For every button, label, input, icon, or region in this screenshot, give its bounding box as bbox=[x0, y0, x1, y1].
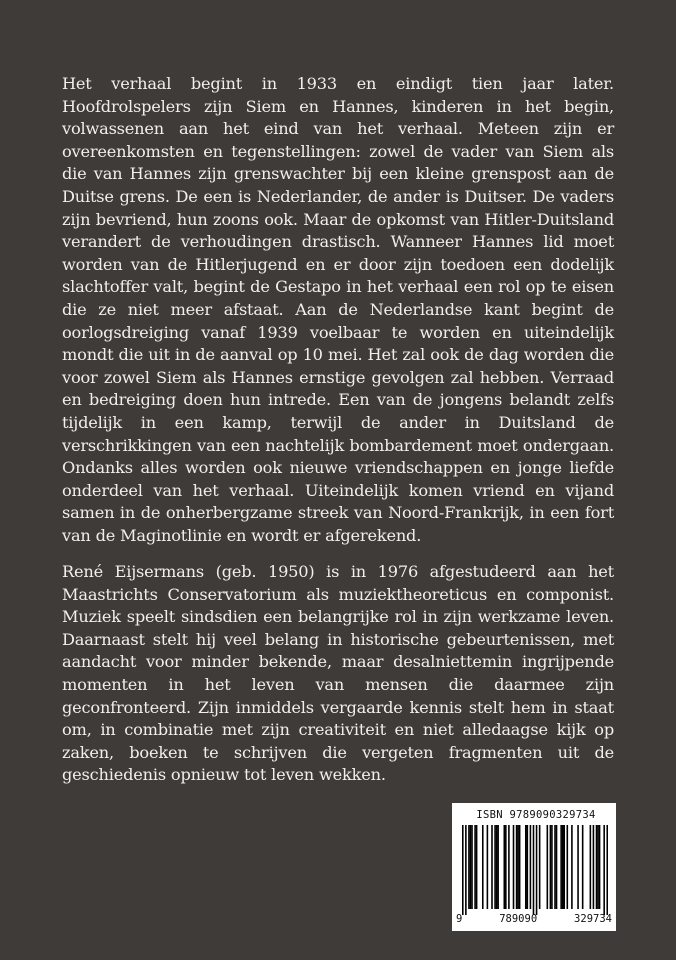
barcode-bar bbox=[582, 825, 584, 909]
barcode-bar bbox=[519, 825, 521, 909]
barcode-bar bbox=[476, 825, 478, 909]
barcode-bar bbox=[470, 825, 472, 909]
barcode-digits bbox=[456, 913, 612, 925]
barcode-bar bbox=[530, 825, 532, 909]
barcode-bar bbox=[482, 825, 484, 909]
barcode-bar bbox=[562, 825, 564, 909]
barcode-bar bbox=[560, 825, 562, 909]
barcode-bar bbox=[505, 825, 507, 909]
barcode-bar bbox=[577, 825, 579, 909]
barcode-bar bbox=[471, 825, 473, 909]
isbn-label: ISBN 9789090329734 bbox=[476, 809, 596, 821]
barcode-bar bbox=[474, 825, 476, 909]
barcode-bar bbox=[599, 825, 601, 909]
barcode-bar bbox=[539, 825, 541, 909]
barcode-digit-first: 9 bbox=[456, 913, 463, 925]
barcode-bar bbox=[468, 825, 470, 909]
barcode-bar bbox=[554, 825, 556, 909]
barcode-bar bbox=[567, 825, 569, 909]
barcode-bar bbox=[571, 825, 573, 909]
barcode-bars bbox=[462, 825, 608, 915]
barcode-bar bbox=[462, 825, 464, 915]
barcode-bar bbox=[497, 825, 499, 909]
author-bio-paragraph: René Eijsermans (geb. 1950) is in 1976 afgestudeerd aan het Maastrichts Conservatorium als muziektheoreticus en componist. Muziek speelt sindsdien een belangrijke rol in zijn werkzame leven. Daarnaast stelt hij veel belang in historische gebeurtenissen, met aandacht voor minder bekende, maar desalniettemin ingrijpende momenten in het leven van mensen die daarmee zijn geconfronteerd. Zijn inmiddels vergaarde kennis stelt hem in staat om, in combinatie met zijn creativiteit en niet alledaagse kijk op zaken, boeken te schrijven die vergeten fragmenten uit de geschiedenis opnieuw tot leven wekken. bbox=[62, 562, 614, 785]
barcode-bar bbox=[603, 825, 605, 915]
barcode-bar bbox=[533, 825, 535, 915]
barcode-bar bbox=[525, 825, 527, 909]
synopsis-paragraph: Het verhaal begint in 1933 en eindigt tien jaar later. Hoofdrolspelers zijn Siem en Hannes, kinderen in het begin, volwassenen aan het eind van het verhaal. Meteen zijn er overeenkomsten en tegenstellingen: zowel de vader van Siem als die van Hannes zijn grenswachter bij een kleine grenspost aan de Duitse grens. De een is Nederlander, de ander is Duitser. De vaders zijn bevriend, hun zoons ook. Maar de opkomst van Hitler-Duitsland verandert de verhoudingen drastisch. Wanneer Hannes lid moet worden van de Hitlerjugend en er door zijn toedoen een dodelijk slachtoffer valt, begint de Gestapo in het verhaal een rol op te eisen die ze niet meer afstaat. Aan de Nederlandse kant begint de oorlogsdreiging vanaf 1939 voelbaar te worden en uiteindelijk mondt die uit in de aanval op 10 mei. Het zal ook de dag worden die voor zowel Siem als Hannes ernstige gevolgen zal hebben. Verraad en bedreiging doen hun intrede. Een van de jongens belandt zelfs tijdelijk in een kamp, terwijl de ander in Duitsland de verschrikkingen van een nachtelijk bombardement moet ondergaan. Ondanks alles worden ook nieuwe vriendschappen en jonge liefde onderdeel van het verhaal. Uiteindelijk komen vriend en vijand samen in de onherbergzame streek van Noord-Frankrijk, in een fort van de Maginotlinie en wordt er afgerekend. bbox=[62, 74, 614, 545]
barcode-bar bbox=[547, 825, 549, 909]
barcode-bar bbox=[597, 825, 599, 909]
barcode-bar bbox=[517, 825, 519, 909]
barcode-bar bbox=[513, 825, 515, 909]
barcode-bar bbox=[527, 825, 529, 909]
barcode-bar bbox=[496, 825, 498, 909]
barcode-bar bbox=[465, 825, 467, 915]
barcode-bar bbox=[491, 825, 493, 909]
barcode-bar bbox=[606, 825, 608, 915]
barcode-bar bbox=[590, 825, 592, 909]
barcode-digit-group-1: 789090 bbox=[499, 913, 538, 925]
barcode-bar bbox=[508, 825, 510, 909]
barcode-bar bbox=[536, 825, 538, 915]
barcode-bar bbox=[550, 825, 552, 909]
barcode-bar bbox=[593, 825, 595, 909]
barcode-digit-group-2: 329734 bbox=[574, 913, 612, 925]
barcode-bar bbox=[487, 825, 489, 909]
barcode-bar bbox=[503, 825, 505, 909]
isbn-barcode bbox=[452, 803, 616, 931]
barcode-bar bbox=[551, 825, 553, 909]
barcode-bar bbox=[563, 825, 565, 909]
barcode-bar bbox=[556, 825, 558, 909]
barcode-bar bbox=[596, 825, 598, 909]
barcode-bar bbox=[516, 825, 518, 909]
barcode-bar bbox=[494, 825, 496, 909]
